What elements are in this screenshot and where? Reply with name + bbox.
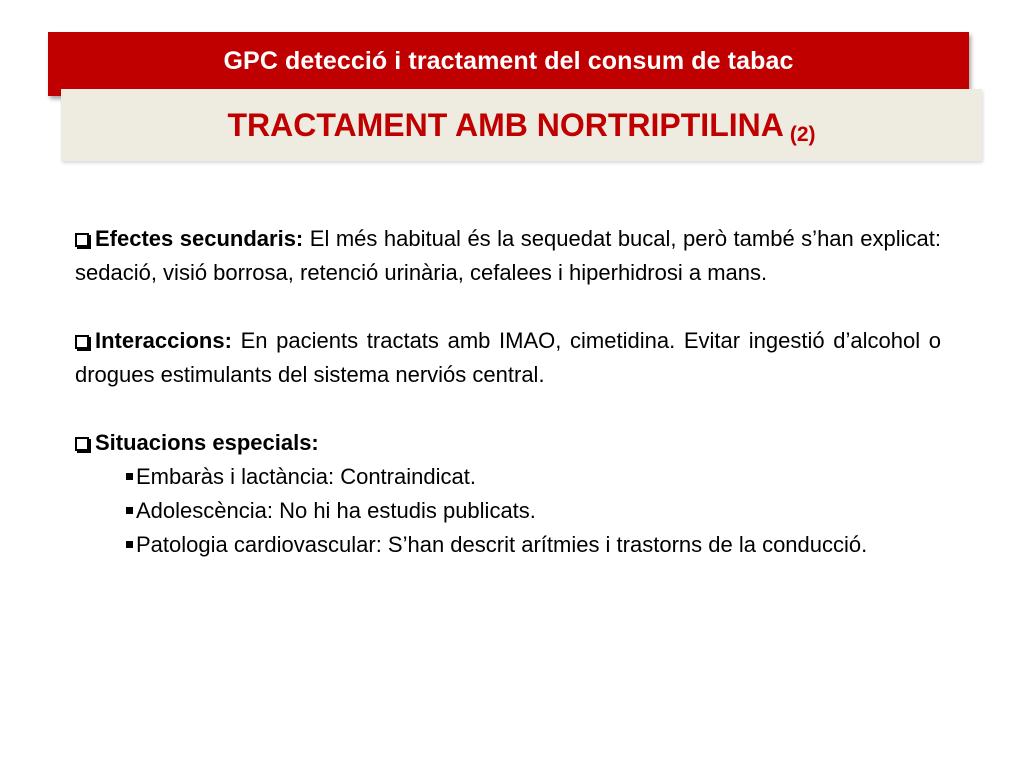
checkbox-icon	[75, 335, 89, 349]
list-item	[75, 528, 941, 562]
square-bullet-icon	[126, 507, 133, 514]
square-bullet-icon	[126, 473, 133, 480]
list-item-text: Adolescència: No hi ha estudis publicats.	[136, 498, 536, 523]
list-item-text: Patologia cardiovascular: S’han descrit arítmies i trastorns de la conducció.	[136, 532, 868, 557]
slide-content	[75, 222, 941, 562]
section-text: El més habitual és la sequedat bucal, però també s’han explicat: sedació, visió borrosa, retenció urinària, cefalees i hiperhidrosi a mans.	[75, 226, 941, 285]
section-text: En pacients tractats amb IMAO, cimetidina. Evitar ingestió d’alcohol o drogues estimulants del sistema nerviós central.	[75, 328, 941, 387]
list-item-text: Embaràs i lactància: Contraindicat.	[136, 464, 476, 489]
list-item	[75, 460, 941, 494]
header-banner	[48, 32, 969, 96]
slide-title-text: TRACTAMENT AMB NORTRIPTILINA	[227, 107, 784, 143]
square-bullet-icon	[126, 541, 133, 548]
section-label: Interaccions:	[95, 328, 232, 353]
section-side-effects	[75, 222, 941, 290]
section-special-situations	[75, 426, 941, 460]
section-label: Efectes secundaris:	[95, 226, 304, 251]
checkbox-icon	[75, 233, 89, 247]
slide-title-suffix: (2)	[789, 123, 816, 146]
header-title: GPC detecció i tractament del consum de tabac	[223, 47, 794, 75]
slide-title	[61, 107, 982, 144]
spacer	[75, 290, 941, 324]
checkbox-icon	[75, 437, 89, 451]
list-item	[75, 494, 941, 528]
spacer	[75, 392, 941, 426]
section-interactions	[75, 324, 941, 392]
section-label: Situacions especials:	[95, 430, 319, 455]
subheader-banner	[61, 89, 982, 161]
